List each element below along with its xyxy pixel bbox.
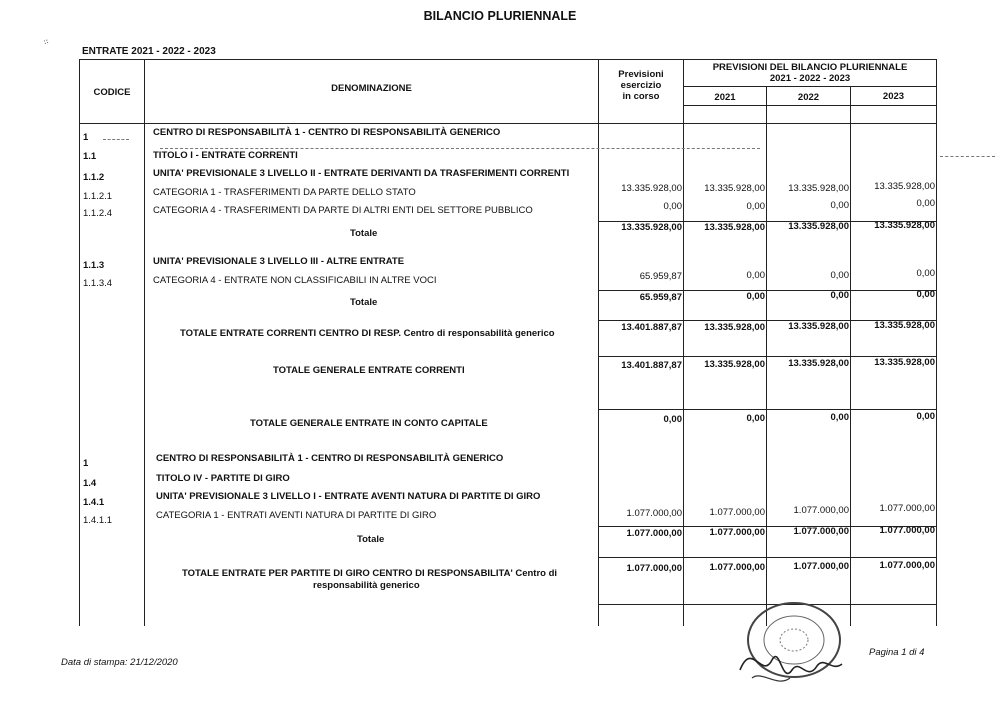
- value-2022: 1.077.000,00: [793, 505, 849, 516]
- page-number: Pagina 1 di 4: [869, 647, 925, 658]
- row-description: UNITA' PREVISIONALE 3 LIVELLO I - ENTRATE AVENTI NATURA DI PARTITE DI GIRO: [156, 491, 541, 502]
- row-code: 1.4: [83, 478, 97, 489]
- header-pluriennale-line2: 2021 - 2022 - 2023: [769, 73, 851, 84]
- total-2022: 13.335.928,00: [788, 221, 849, 232]
- value-previsioni: 13.335.928,00: [621, 183, 682, 194]
- value-previsioni: 1.077.000,00: [626, 508, 682, 519]
- header-divider: [79, 123, 937, 124]
- row-code: 1.4.1: [83, 497, 105, 508]
- total-2021: 1.077.000,00: [709, 527, 765, 538]
- total-2022: 1.077.000,00: [793, 561, 849, 572]
- total-2023: 13.335.928,00: [874, 220, 935, 231]
- total-2021: 13.335.928,00: [704, 359, 765, 370]
- total-2022: 1.077.000,00: [793, 526, 849, 537]
- total-2021: 0,00: [746, 291, 765, 302]
- total-2021: 13.335.928,00: [704, 222, 765, 233]
- value-2021: 13.335.928,00: [704, 183, 765, 194]
- scan-artifact-line: [103, 139, 129, 140]
- total-2022: 0,00: [830, 412, 849, 423]
- total-previsioni: 1.077.000,00: [626, 528, 682, 539]
- total-2022: 13.335.928,00: [788, 358, 849, 369]
- row-description: CENTRO DI RESPONSABILITÀ 1 - CENTRO DI RESPONSABILITÀ GENERICO: [156, 453, 504, 464]
- column-line-codice: [144, 59, 145, 626]
- total-2023: 13.335.928,00: [874, 357, 935, 368]
- row-code: 1.1.3: [83, 260, 105, 271]
- row-code: 1.4.1.1: [83, 515, 113, 526]
- header-denominazione: DENOMINAZIONE: [331, 83, 412, 94]
- total-2022: 13.335.928,00: [788, 321, 849, 332]
- value-2022: 0,00: [830, 270, 849, 281]
- header-previsioni-line2: esercizio: [620, 80, 662, 91]
- row-description: CENTRO DI RESPONSABILITÀ 1 - CENTRO DI RESPONSABILITÀ GENERICO: [153, 127, 501, 138]
- row-description: CATEGORIA 4 - ENTRATE NON CLASSIFICABILI IN ALTRE VOCI: [153, 275, 437, 286]
- value-2023: 0,00: [916, 268, 935, 279]
- total-previsioni: 13.335.928,00: [621, 222, 682, 233]
- column-line-previsioni: [683, 59, 684, 626]
- header-previsioni: [600, 69, 682, 102]
- header-year-2022: 2022: [797, 92, 820, 103]
- row-description: CATEGORIA 1 - TRASFERIMENTI DA PARTE DELLO STATO: [153, 187, 416, 198]
- total-previsioni: 13.401.887,87: [621, 322, 682, 333]
- total-2021: 1.077.000,00: [709, 562, 765, 573]
- table-top-border: [79, 59, 937, 60]
- column-line-right: [936, 59, 937, 626]
- total-2023: 0,00: [916, 411, 935, 422]
- total-label-line2: responsabilità generico: [313, 580, 420, 591]
- header-pluriennale: [684, 62, 936, 84]
- header-year-2023: 2023: [882, 91, 905, 102]
- total-label: Totale: [350, 228, 378, 239]
- total-label-line1: TOTALE ENTRATE PER PARTITE DI GIRO CENTRO DI RESPONSABILITA' Centro di: [182, 568, 558, 579]
- header-years-bottom: [683, 105, 937, 106]
- header-previsioni-line3: in corso: [622, 91, 660, 102]
- total-label: Totale: [357, 534, 385, 545]
- total-line: [598, 557, 936, 558]
- stamp-seal-icon: [732, 600, 852, 695]
- row-description: UNITA' PREVISIONALE 3 LIVELLO III - ALTRE ENTRATE: [153, 256, 405, 267]
- total-label: Totale: [350, 297, 378, 308]
- total-previsioni: 0,00: [663, 414, 682, 425]
- page-subtitle: ENTRATE 2021 - 2022 - 2023: [82, 46, 216, 57]
- header-previsioni-line1: Previsioni: [618, 69, 664, 80]
- column-line-left: [79, 59, 80, 626]
- header-year-2021: 2021: [714, 92, 736, 103]
- total-2023: 0,00: [916, 289, 935, 300]
- value-2022: 13.335.928,00: [788, 183, 849, 194]
- row-description: TITOLO IV - PARTITE DI GIRO: [156, 473, 290, 484]
- row-code: 1.1.2: [83, 172, 105, 183]
- total-label: TOTALE GENERALE ENTRATE IN CONTO CAPITALE: [250, 418, 488, 429]
- page-title: BILANCIO PLURIENNALE: [423, 9, 577, 23]
- total-2021: 13.335.928,00: [704, 322, 765, 333]
- total-label: TOTALE GENERALE ENTRATE CORRENTI: [273, 365, 465, 376]
- margin-mark: ⁘: [40, 35, 52, 49]
- total-line: [598, 409, 936, 410]
- row-code: 1: [83, 132, 89, 143]
- total-2023: 13.335.928,00: [874, 320, 935, 331]
- column-line-denominazione: [598, 59, 599, 626]
- row-description: CATEGORIA 1 - ENTRATI AVENTI NATURA DI PARTITE DI GIRO: [156, 510, 437, 521]
- row-code: 1.1.3.4: [83, 278, 113, 289]
- row-code: 1.1.2.4: [83, 208, 113, 219]
- total-2022: 0,00: [830, 290, 849, 301]
- total-2023: 1.077.000,00: [879, 560, 935, 571]
- value-2021: 0,00: [746, 270, 765, 281]
- value-2023: 1.077.000,00: [879, 503, 935, 514]
- scan-artifact-line: [940, 156, 995, 157]
- value-2021: 1.077.000,00: [709, 507, 765, 518]
- total-label: TOTALE ENTRATE CORRENTI CENTRO DI RESP. Centro di responsabilità generico: [180, 328, 555, 339]
- header-years-divider: [683, 86, 937, 87]
- row-description: CATEGORIA 4 - TRASFERIMENTI DA PARTE DI ALTRI ENTI DEL SETTORE PUBBLICO: [153, 205, 533, 216]
- row-description: TITOLO I - ENTRATE CORRENTI: [153, 150, 298, 161]
- total-previsioni: 1.077.000,00: [626, 563, 682, 574]
- value-previsioni: 65.959,87: [639, 271, 682, 282]
- row-description: UNITA' PREVISIONALE 3 LIVELLO II - ENTRATE DERIVANTI DA TRASFERIMENTI CORRENTI: [153, 168, 570, 179]
- official-stamp: [732, 600, 852, 700]
- value-previsioni: 0,00: [663, 201, 682, 212]
- row-code: 1.1: [83, 151, 97, 162]
- value-2022: 0,00: [830, 200, 849, 211]
- scan-artifact-line: [160, 148, 760, 149]
- total-2023: 1.077.000,00: [879, 525, 935, 536]
- header-codice: CODICE: [93, 87, 131, 98]
- value-2023: 0,00: [916, 198, 935, 209]
- value-2023: 13.335.928,00: [874, 181, 935, 192]
- row-code: 1.1.2.1: [83, 191, 113, 202]
- total-previsioni: 13.401.887,87: [621, 360, 682, 371]
- row-code: 1: [83, 458, 89, 469]
- print-date: Data di stampa: 21/12/2020: [61, 657, 178, 668]
- total-2021: 0,00: [746, 413, 765, 424]
- header-pluriennale-line1: PREVISIONI DEL BILANCIO PLURIENNALE: [712, 62, 908, 73]
- total-previsioni: 65.959,87: [639, 292, 682, 303]
- value-2021: 0,00: [746, 201, 765, 212]
